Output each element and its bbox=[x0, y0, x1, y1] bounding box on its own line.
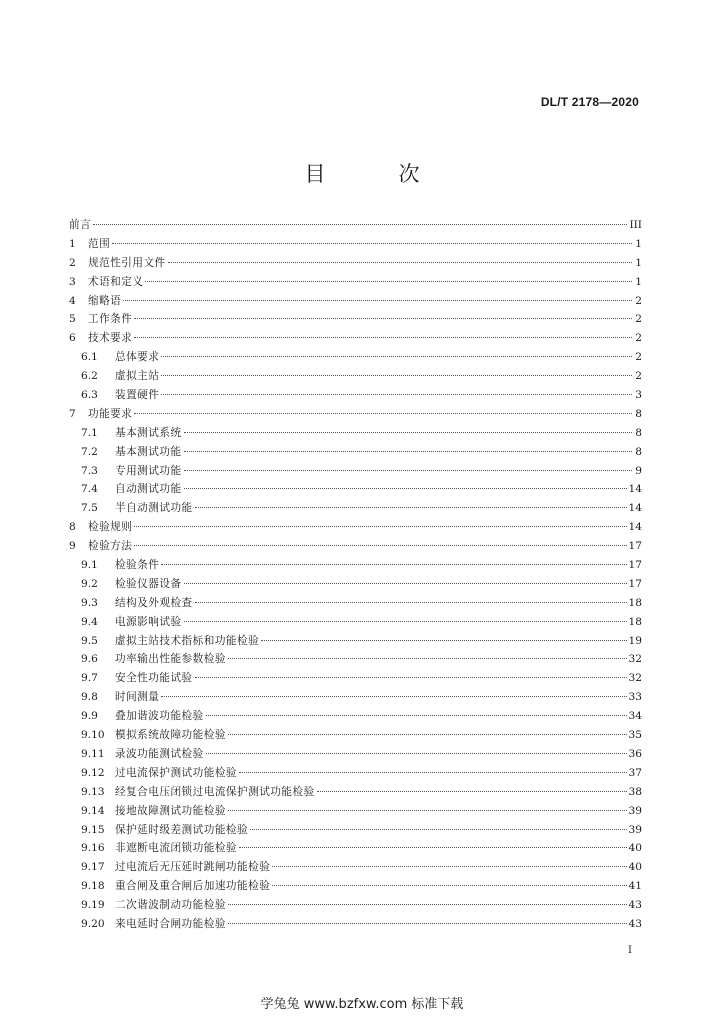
toc-entry[interactable] bbox=[69, 556, 642, 575]
toc-entry-page: 18 bbox=[628, 615, 642, 628]
toc-dot-leader bbox=[228, 734, 627, 735]
toc-entry-page: 2 bbox=[635, 351, 642, 364]
toc-entry-number: 2 bbox=[69, 256, 76, 269]
toc-dot-leader bbox=[228, 904, 627, 905]
toc-dot-leader bbox=[134, 318, 632, 319]
document-code: DL/T 2178—2020 bbox=[540, 95, 639, 109]
toc-entry-number: 9.9 bbox=[81, 710, 98, 723]
toc-entry[interactable] bbox=[69, 386, 642, 405]
toc-entry-number: 9.8 bbox=[81, 691, 98, 704]
toc-entry-page: 17 bbox=[628, 540, 642, 553]
toc-entry-label: 术语和定义 bbox=[88, 275, 144, 288]
toc-entry-label: 二次谐波制动功能检验 bbox=[115, 899, 226, 912]
toc-entry[interactable] bbox=[69, 310, 642, 329]
toc-entry-number: 9.12 bbox=[81, 766, 105, 779]
toc-entry-label: 缩略语 bbox=[88, 294, 122, 307]
toc-dot-leader bbox=[134, 526, 626, 527]
toc-entry-label: 虚拟主站 bbox=[115, 370, 160, 383]
toc-entry[interactable] bbox=[69, 216, 642, 235]
page-number: I bbox=[628, 945, 632, 956]
toc-entry[interactable] bbox=[69, 858, 642, 877]
toc-entry-page: 1 bbox=[635, 256, 642, 269]
toc-entry-label: 接地故障测试功能检验 bbox=[115, 804, 226, 817]
toc-entry[interactable] bbox=[69, 764, 642, 783]
toc-entry-label: 检验方法 bbox=[88, 540, 133, 553]
toc-entry-label: 装置硬件 bbox=[115, 389, 160, 402]
toc-entry-page: 40 bbox=[628, 861, 642, 874]
toc-dot-leader bbox=[206, 715, 627, 716]
toc-entry-page: 9 bbox=[635, 464, 642, 477]
toc-entry-page: 36 bbox=[628, 747, 642, 760]
toc-entry-label: 工作条件 bbox=[88, 313, 133, 326]
toc-entry-page: 33 bbox=[628, 691, 642, 704]
toc-entry-label: 过电流后无压延时跳闸功能检验 bbox=[115, 861, 271, 874]
toc-entry-page: 14 bbox=[628, 502, 642, 515]
toc-entry-label: 非遮断电流闭锁功能检验 bbox=[115, 842, 238, 855]
toc-dot-leader bbox=[161, 356, 632, 357]
toc-entry[interactable] bbox=[69, 537, 642, 556]
toc-entry-label: 技术要求 bbox=[88, 332, 133, 345]
page-title: 目 次 bbox=[304, 162, 446, 186]
toc-entry-label: 录波功能测试检验 bbox=[115, 747, 204, 760]
toc-entry[interactable] bbox=[69, 273, 642, 292]
toc-entry-page: 2 bbox=[635, 370, 642, 383]
toc-entry-number: 7.1 bbox=[81, 426, 98, 439]
toc-entry-page: 14 bbox=[628, 483, 642, 496]
toc-dot-leader bbox=[272, 866, 626, 867]
toc-entry-label: 检验仪器设备 bbox=[115, 577, 182, 590]
toc-entry-label: 功率输出性能参数检验 bbox=[115, 653, 226, 666]
toc-entry[interactable] bbox=[69, 405, 642, 424]
toc-entry-label: 重合闸及重合闸后加速功能检验 bbox=[115, 880, 271, 893]
toc-entry-label: 模拟系统故障功能检验 bbox=[115, 729, 226, 742]
toc-entry-page: 34 bbox=[628, 710, 642, 723]
toc-entry-label: 功能要求 bbox=[88, 407, 133, 420]
table-of-contents bbox=[69, 216, 642, 934]
toc-entry-page: 40 bbox=[628, 842, 642, 855]
toc-entry-page: 1 bbox=[635, 237, 642, 250]
toc-entry-number: 9.13 bbox=[81, 785, 105, 798]
toc-entry[interactable] bbox=[69, 632, 642, 651]
toc-entry-label: 叠加谐波功能检验 bbox=[115, 710, 204, 723]
toc-entry-label: 规范性引用文件 bbox=[88, 256, 166, 269]
toc-dot-leader bbox=[195, 602, 627, 603]
toc-entry-label: 前言 bbox=[69, 219, 92, 231]
toc-entry-number: 3 bbox=[69, 275, 76, 288]
footer-watermark: 学兔兔 www.bzfxw.com 标准下载 bbox=[260, 997, 464, 1012]
toc-dot-leader bbox=[184, 451, 632, 452]
toc-entry-label: 范围 bbox=[88, 237, 111, 250]
toc-entry-label: 自动测试功能 bbox=[115, 483, 182, 496]
toc-entry-label: 虚拟主站技术指标和功能检验 bbox=[115, 634, 260, 647]
toc-entry[interactable] bbox=[69, 254, 642, 273]
toc-dot-leader bbox=[112, 243, 632, 244]
toc-entry-number: 9 bbox=[69, 540, 76, 553]
toc-dot-leader bbox=[145, 281, 632, 282]
toc-entry-label: 来电延时合闸功能检验 bbox=[115, 917, 226, 930]
toc-dot-leader bbox=[184, 488, 627, 489]
toc-entry[interactable] bbox=[69, 707, 642, 726]
toc-dot-leader bbox=[272, 885, 626, 886]
toc-entry-number: 9.17 bbox=[81, 861, 105, 874]
toc-entry[interactable] bbox=[69, 821, 642, 840]
toc-entry[interactable] bbox=[69, 802, 642, 821]
toc-entry-number: 9.19 bbox=[81, 899, 105, 912]
toc-entry-number: 1 bbox=[69, 237, 76, 250]
toc-entry-page: 17 bbox=[628, 577, 642, 590]
toc-entry-page: 8 bbox=[635, 445, 642, 458]
toc-entry[interactable] bbox=[69, 329, 642, 348]
toc-dot-leader bbox=[228, 923, 627, 924]
toc-entry-page: 19 bbox=[628, 634, 642, 647]
toc-entry-number: 8 bbox=[69, 521, 76, 534]
toc-entry[interactable] bbox=[69, 745, 642, 764]
toc-entry[interactable] bbox=[69, 726, 642, 745]
toc-dot-leader bbox=[168, 262, 632, 263]
toc-entry-label: 半自动测试功能 bbox=[115, 502, 193, 515]
toc-entry[interactable] bbox=[69, 575, 642, 594]
toc-entry-page: 32 bbox=[628, 672, 642, 685]
toc-entry-label: 专用测试功能 bbox=[115, 464, 182, 477]
toc-entry-number: 9.6 bbox=[81, 653, 98, 666]
toc-entry-number: 9.15 bbox=[81, 823, 105, 836]
toc-entry-label: 过电流保护测试功能检验 bbox=[115, 766, 238, 779]
toc-entry-page: 2 bbox=[635, 332, 642, 345]
toc-dot-leader bbox=[228, 810, 627, 811]
toc-entry-label: 保护延时级差测试功能检验 bbox=[115, 823, 249, 836]
toc-entry-page: 39 bbox=[628, 823, 642, 836]
toc-entry-page: 1 bbox=[635, 275, 642, 288]
toc-entry-number: 9.11 bbox=[81, 747, 105, 760]
toc-dot-leader bbox=[228, 658, 627, 659]
toc-entry-number: 9.4 bbox=[81, 615, 98, 628]
toc-dot-leader bbox=[93, 224, 627, 225]
toc-entry-label: 总体要求 bbox=[115, 351, 160, 364]
toc-dot-leader bbox=[161, 564, 626, 565]
toc-dot-leader bbox=[261, 640, 626, 641]
toc-entry-page: 14 bbox=[628, 521, 642, 534]
toc-entry-number: 9.3 bbox=[81, 596, 98, 609]
toc-entry[interactable] bbox=[69, 915, 642, 934]
toc-entry[interactable] bbox=[69, 480, 642, 499]
toc-entry-page: 3 bbox=[635, 389, 642, 402]
toc-dot-leader bbox=[123, 300, 632, 301]
toc-entry-label: 电源影响试验 bbox=[115, 615, 182, 628]
toc-entry-page: 43 bbox=[628, 899, 642, 912]
toc-entry-number: 6.1 bbox=[81, 351, 98, 364]
toc-dot-leader bbox=[161, 394, 632, 395]
toc-entry-page: 41 bbox=[628, 880, 642, 893]
toc-entry-number: 7 bbox=[69, 407, 76, 420]
toc-entry-page: 35 bbox=[628, 729, 642, 742]
toc-entry[interactable] bbox=[69, 292, 642, 311]
toc-entry[interactable] bbox=[69, 424, 642, 443]
toc-entry-label: 经复合电压闭锁过电流保护测试功能检验 bbox=[115, 785, 315, 798]
toc-dot-leader bbox=[184, 470, 632, 471]
toc-dot-leader bbox=[134, 337, 632, 338]
toc-entry-page: 32 bbox=[628, 653, 642, 666]
toc-entry-page: 8 bbox=[635, 407, 642, 420]
toc-entry-page: 17 bbox=[628, 559, 642, 572]
toc-entry-number: 6.2 bbox=[81, 370, 98, 383]
toc-dot-leader bbox=[195, 507, 627, 508]
toc-entry-label: 基本测试系统 bbox=[115, 426, 182, 439]
toc-entry-page: 37 bbox=[628, 766, 642, 779]
toc-entry-number: 9.16 bbox=[81, 842, 105, 855]
toc-entry[interactable] bbox=[69, 499, 642, 518]
toc-entry-page: 2 bbox=[635, 313, 642, 326]
toc-entry[interactable] bbox=[69, 235, 642, 254]
toc-entry[interactable] bbox=[69, 462, 642, 481]
toc-entry-page: III bbox=[629, 219, 642, 231]
toc-dot-leader bbox=[134, 413, 632, 414]
toc-entry-number: 4 bbox=[69, 294, 76, 307]
toc-entry-label: 基本测试功能 bbox=[115, 445, 182, 458]
toc-entry-number: 6 bbox=[69, 332, 76, 345]
toc-entry-number: 9.7 bbox=[81, 672, 98, 685]
toc-dot-leader bbox=[239, 772, 626, 773]
toc-entry-number: 9.10 bbox=[81, 729, 105, 742]
toc-dot-leader bbox=[161, 696, 626, 697]
toc-dot-leader bbox=[184, 432, 632, 433]
toc-entry-page: 39 bbox=[628, 804, 642, 817]
toc-entry-number: 9.5 bbox=[81, 634, 98, 647]
toc-dot-leader bbox=[161, 375, 632, 376]
toc-entry-number: 7.2 bbox=[81, 445, 98, 458]
toc-entry[interactable] bbox=[69, 650, 642, 669]
toc-entry[interactable] bbox=[69, 669, 642, 688]
toc-entry-number: 9.2 bbox=[81, 577, 98, 590]
toc-entry-number: 7.5 bbox=[81, 502, 98, 515]
toc-entry-number: 9.20 bbox=[81, 917, 105, 930]
toc-entry[interactable] bbox=[69, 518, 642, 537]
toc-entry-number: 7.3 bbox=[81, 464, 98, 477]
toc-entry-label: 检验条件 bbox=[115, 559, 160, 572]
toc-dot-leader bbox=[239, 847, 626, 848]
toc-entry[interactable] bbox=[69, 367, 642, 386]
toc-dot-leader bbox=[195, 677, 627, 678]
toc-entry-label: 时间测量 bbox=[115, 691, 160, 704]
toc-entry-page: 2 bbox=[635, 294, 642, 307]
toc-dot-leader bbox=[184, 583, 627, 584]
toc-dot-leader bbox=[250, 829, 626, 830]
toc-entry[interactable] bbox=[69, 613, 642, 632]
toc-entry-number: 6.3 bbox=[81, 389, 98, 402]
toc-entry-page: 18 bbox=[628, 596, 642, 609]
toc-entry-number: 9.18 bbox=[81, 880, 105, 893]
toc-dot-leader bbox=[184, 621, 627, 622]
toc-entry[interactable] bbox=[69, 839, 642, 858]
toc-entry-label: 安全性功能试验 bbox=[115, 672, 193, 685]
toc-entry-label: 结构及外观检查 bbox=[115, 596, 193, 609]
toc-entry[interactable] bbox=[69, 594, 642, 613]
toc-entry-number: 9.1 bbox=[81, 559, 98, 572]
toc-entry-number: 7.4 bbox=[81, 483, 98, 496]
toc-entry-number: 5 bbox=[69, 313, 76, 326]
toc-dot-leader bbox=[134, 545, 626, 546]
toc-entry[interactable] bbox=[69, 348, 642, 367]
toc-dot-leader bbox=[317, 791, 627, 792]
toc-entry-page: 43 bbox=[628, 917, 642, 930]
toc-entry[interactable] bbox=[69, 877, 642, 896]
toc-entry[interactable] bbox=[69, 688, 642, 707]
toc-entry[interactable] bbox=[69, 443, 642, 462]
toc-entry[interactable] bbox=[69, 783, 642, 802]
toc-entry-page: 8 bbox=[635, 426, 642, 439]
toc-entry[interactable] bbox=[69, 896, 642, 915]
toc-entry-number: 9.14 bbox=[81, 804, 105, 817]
toc-dot-leader bbox=[206, 753, 627, 754]
toc-entry-label: 检验规则 bbox=[88, 521, 133, 534]
toc-entry-page: 38 bbox=[628, 785, 642, 798]
